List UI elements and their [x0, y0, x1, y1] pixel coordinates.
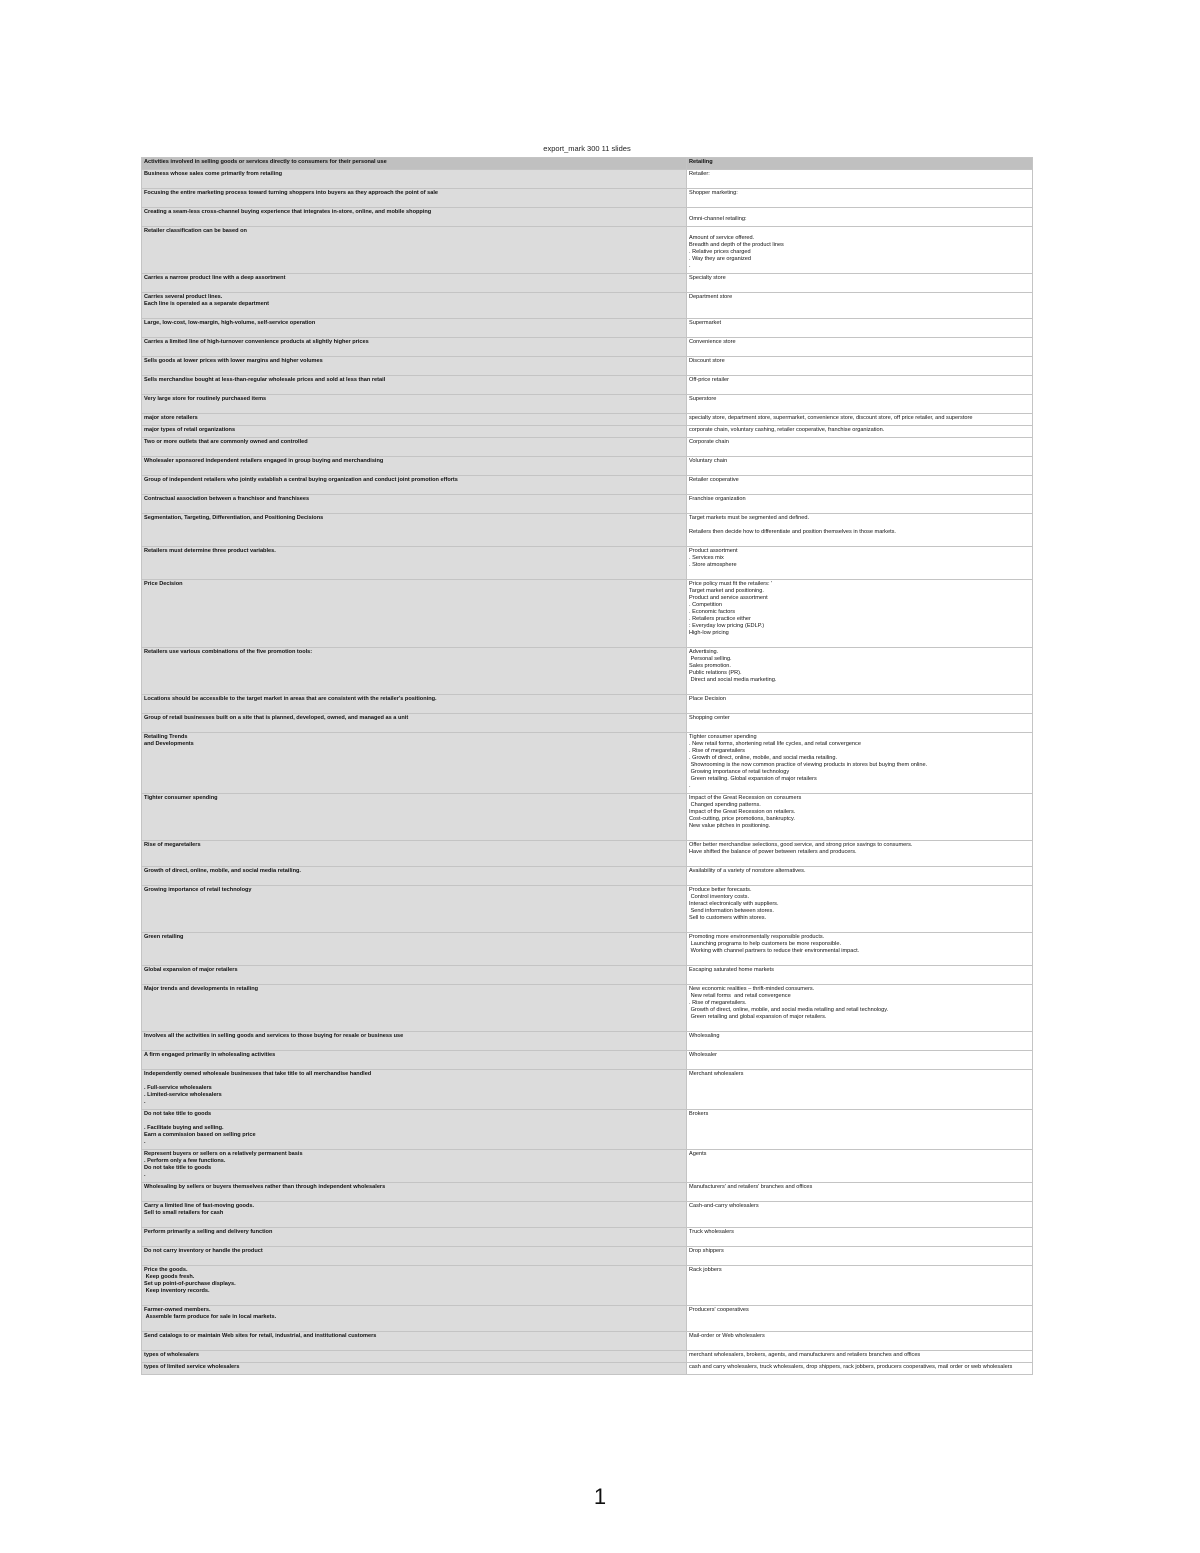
term-cell: Retailer classification can be based on: [142, 227, 687, 274]
term-cell: Very large store for routinely purchased items: [142, 395, 687, 414]
table-row: [142, 1150, 1033, 1183]
table-row: [142, 1070, 1033, 1110]
definition-cell: Target markets must be segmented and defined. Retailers then decide how to differentiate and position themselves in those markets.: [687, 514, 1033, 547]
definition-cell: Price policy must fit the retailers: ' Target market and positioning. Product and service assortment . Competition . Economic factors . Retailers practice either : Everyday low pricing (EDLP.) High-low pricing: [687, 580, 1033, 648]
definition-cell: Producers' cooperatives: [687, 1306, 1033, 1332]
table-row: [142, 438, 1033, 457]
table-row: [142, 208, 1033, 227]
term-cell: Farmer-owned members. Assemble farm produce for sale in local markets.: [142, 1306, 687, 1332]
table-row: [142, 414, 1033, 426]
table-row: [142, 886, 1033, 933]
definition-cell: Truck wholesalers: [687, 1228, 1033, 1247]
term-cell: Segmentation, Targeting, Differentiation, and Positioning Decisions: [142, 514, 687, 547]
definition-cell: Retailer cooperative: [687, 476, 1033, 495]
definition-cell: Produce better forecasts. Control inventory costs. Interact electronically with suppliers. Send information between stores. Sell to customers within stores.: [687, 886, 1033, 933]
table-row: [142, 1110, 1033, 1150]
definition-cell: Promoting more environmentally responsible products. Launching programs to help customers be more responsible. Working with channel partners to reduce their environmental impact.: [687, 933, 1033, 966]
definition-cell: Place Decision: [687, 695, 1033, 714]
term-cell: Perform primarily a selling and delivery function: [142, 1228, 687, 1247]
term-cell: Business whose sales come primarily from retailing: [142, 170, 687, 189]
term-cell: Involves all the activities in selling goods and services to those buying for resale or business use: [142, 1032, 687, 1051]
term-cell: Do not take title to goods . Facilitate buying and selling. Earn a commission based on selling price .: [142, 1110, 687, 1150]
term-cell: Price the goods. Keep goods fresh. Set up point-of-purchase displays. Keep inventory records.: [142, 1266, 687, 1306]
table-row: [142, 695, 1033, 714]
definition-cell: Escaping saturated home markets: [687, 966, 1033, 985]
term-cell: major types of retail organizations: [142, 426, 687, 438]
definition-cell: Supermarket: [687, 319, 1033, 338]
term-cell: Focusing the entire marketing process toward turning shoppers into buyers as they approach the point of sale: [142, 189, 687, 208]
term-cell: Represent buyers or sellers on a relatively permanent basis . Perform only a few functions. Do not take title to goods .: [142, 1150, 687, 1183]
table-row: [142, 357, 1033, 376]
definition-cell: Brokers: [687, 1110, 1033, 1150]
table-row: [142, 1363, 1033, 1375]
table-row: [142, 1247, 1033, 1266]
definition-cell: Agents: [687, 1150, 1033, 1183]
table-row: [142, 1332, 1033, 1351]
definition-cell: Tighter consumer spending . New retail forms, shortening retail life cycles, and retail convergence . Rise of megaretailers . Growth of direct, online, mobile, and social media retailing. Showrooming is the now common practice of viewing products in stores but buying them online. Growing importance of retail technology Green retailing. Global expansion of major retailers .: [687, 733, 1033, 794]
table-row: [142, 170, 1033, 189]
definition-cell: Voluntary chain: [687, 457, 1033, 476]
definition-cell: specialty store, department store, supermarket, convenience store, discount store, off price retailer, and superstore: [687, 414, 1033, 426]
term-cell: Retailing Trends and Developments: [142, 733, 687, 794]
table-row: [142, 841, 1033, 867]
term-cell: Group of independent retailers who jointly establish a central buying organization and conduct joint promotion efforts: [142, 476, 687, 495]
term-cell: Large, low-cost, low-margin, high-volume, self-service operation: [142, 319, 687, 338]
term-cell: Growing importance of retail technology: [142, 886, 687, 933]
page-number: 1: [593, 1484, 607, 1509]
table-header-row: [142, 158, 1033, 170]
definition-cell: Franchise organization: [687, 495, 1033, 514]
definition-cell: Retailer:: [687, 170, 1033, 189]
table-row: [142, 319, 1033, 338]
table-row: [142, 714, 1033, 733]
term-cell: Tighter consumer spending: [142, 794, 687, 841]
definition-cell: Drop shippers: [687, 1247, 1033, 1266]
term-cell: Sells merchandise bought at less-than-regular wholesale prices and sold at less than retail: [142, 376, 687, 395]
table-row: [142, 1266, 1033, 1306]
term-cell: Locations should be accessible to the target market in areas that are consistent with the retailer's positioning.: [142, 695, 687, 714]
term-cell: Wholesaler sponsored independent retailers engaged in group buying and merchandising: [142, 457, 687, 476]
term-cell: A firm engaged primarily in wholesaling activities: [142, 1051, 687, 1070]
term-cell: Creating a seam-less cross-channel buying experience that integrates in-store, online, and mobile shopping: [142, 208, 687, 227]
table-row: [142, 547, 1033, 580]
term-cell: Retailers must determine three product variables.: [142, 547, 687, 580]
table-row: [142, 376, 1033, 395]
definition-cell: Corporate chain: [687, 438, 1033, 457]
table-row: [142, 733, 1033, 794]
definition-cell: corporate chain, voluntary cashing, retailer cooperative, franchise organization.: [687, 426, 1033, 438]
definition-cell: Convenience store: [687, 338, 1033, 357]
term-cell: Independently owned wholesale businesses that take title to all merchandise handled . Full-service wholesalers . Limited-service wholesalers .: [142, 1070, 687, 1110]
header-definition-cell: Retailing: [687, 158, 1033, 170]
document-title: export_mark 300 11 slides: [543, 144, 631, 153]
definition-cell: New economic realities – thrift-minded consumers. New retail forms and retail convergence . Rise of megaretailers. Growth of direct, online, mobile, and social media retailing and retail technology. Green retailing and global expansion of major retailers.: [687, 985, 1033, 1032]
table-row: [142, 457, 1033, 476]
term-cell: Wholesaling by sellers or buyers themselves rather than through independent wholesalers: [142, 1183, 687, 1202]
term-cell: Carries a narrow product line with a deep assortment: [142, 274, 687, 293]
definition-cell: Discount store: [687, 357, 1033, 376]
term-cell: Major trends and developments in retailing: [142, 985, 687, 1032]
term-cell: Retailers use various combinations of the five promotion tools:: [142, 648, 687, 695]
term-cell: Growth of direct, online, mobile, and social media retailing.: [142, 867, 687, 886]
definition-cell: Cash-and-carry wholesalers: [687, 1202, 1033, 1228]
term-cell: Price Decision: [142, 580, 687, 648]
definition-cell: cash and carry wholesalers, truck wholesalers, drop shippers, rack jobbers, producers cooperatives, mail order or web wholesalers: [687, 1363, 1033, 1375]
table-row: [142, 966, 1033, 985]
term-cell: types of wholesalers: [142, 1351, 687, 1363]
definition-cell: Specialty store: [687, 274, 1033, 293]
definition-cell: merchant wholesalers, brokers, agents, and manufacturers and retailers branches and offices: [687, 1351, 1033, 1363]
definition-cell: Department store: [687, 293, 1033, 319]
definition-cell: Off-price retailer: [687, 376, 1033, 395]
definition-cell: Product assortment . Services mix . Store atmosphere: [687, 547, 1033, 580]
table-row: [142, 426, 1033, 438]
table-row: [142, 227, 1033, 274]
term-cell: types of limited service wholesalers: [142, 1363, 687, 1375]
table-row: [142, 476, 1033, 495]
table-row: [142, 338, 1033, 357]
table-row: [142, 648, 1033, 695]
term-cell: Contractual association between a franchisor and franchisees: [142, 495, 687, 514]
definition-cell: Wholesaling: [687, 1032, 1033, 1051]
definition-cell: Wholesaler: [687, 1051, 1033, 1070]
table-row: [142, 1183, 1033, 1202]
table-row: [142, 933, 1033, 966]
term-cell: Sells goods at lower prices with lower margins and higher volumes: [142, 357, 687, 376]
term-cell: Carries several product lines. Each line is operated as a separate department: [142, 293, 687, 319]
definition-cell: Merchant wholesalers: [687, 1070, 1033, 1110]
definition-cell: Impact of the Great Recession on consumers Changed spending patterns. Impact of the Great Recession on retailers. Cost-cutting, price promotions, bankruptcy. New value pitches in positioning.: [687, 794, 1033, 841]
table-row: [142, 495, 1033, 514]
definition-cell: Offer better merchandise selections, good service, and strong price savings to consumers. Have shifted the balance of power between retailers and producers.: [687, 841, 1033, 867]
term-cell: Do not carry inventory or handle the product: [142, 1247, 687, 1266]
definition-cell: Mail-order or Web wholesalers: [687, 1332, 1033, 1351]
term-cell: Group of retail businesses built on a site that is planned, developed, owned, and managed as a unit: [142, 714, 687, 733]
table-row: [142, 1351, 1033, 1363]
table-row: [142, 274, 1033, 293]
table-row: [142, 1202, 1033, 1228]
flashcard-table: [141, 157, 1033, 1375]
term-cell: Global expansion of major retailers: [142, 966, 687, 985]
definition-cell: Omni-channel retailing:: [687, 208, 1033, 227]
term-cell: Carry a limited line of fast-moving goods. Sell to small retailers for cash: [142, 1202, 687, 1228]
table-row: [142, 293, 1033, 319]
table-row: [142, 1032, 1033, 1051]
term-cell: major store retailers: [142, 414, 687, 426]
table-row: [142, 514, 1033, 547]
table-row: [142, 794, 1033, 841]
term-cell: Green retailing: [142, 933, 687, 966]
table-row: [142, 1051, 1033, 1070]
definition-cell: Manufacturers' and retailers' branches and offices: [687, 1183, 1033, 1202]
definition-cell: Advertising. Personal selling. Sales promotion. Public relations (PR). Direct and social media marketing.: [687, 648, 1033, 695]
term-cell: Rise of megaretailers: [142, 841, 687, 867]
definition-cell: Amount of service offered. Breadth and depth of the product lines . Relative prices charged . Way they are organized .: [687, 227, 1033, 274]
table-row: [142, 580, 1033, 648]
term-cell: Send catalogs to or maintain Web sites for retail, industrial, and institutional customers: [142, 1332, 687, 1351]
definition-cell: Superstore: [687, 395, 1033, 414]
definition-cell: Availability of a variety of nonstore alternatives.: [687, 867, 1033, 886]
header-term-cell: Activities involved in selling goods or services directly to consumers for their personal use: [142, 158, 687, 170]
table-row: [142, 189, 1033, 208]
table-row: [142, 1228, 1033, 1247]
definition-cell: Shopper marketing:: [687, 189, 1033, 208]
term-cell: Two or more outlets that are commonly owned and controlled: [142, 438, 687, 457]
definition-cell: Rack jobbers: [687, 1266, 1033, 1306]
table-row: [142, 1306, 1033, 1332]
table-row: [142, 985, 1033, 1032]
term-cell: Carries a limited line of high-turnover convenience products at slightly higher prices: [142, 338, 687, 357]
table-row: [142, 867, 1033, 886]
definition-cell: Shopping center: [687, 714, 1033, 733]
table-row: [142, 395, 1033, 414]
